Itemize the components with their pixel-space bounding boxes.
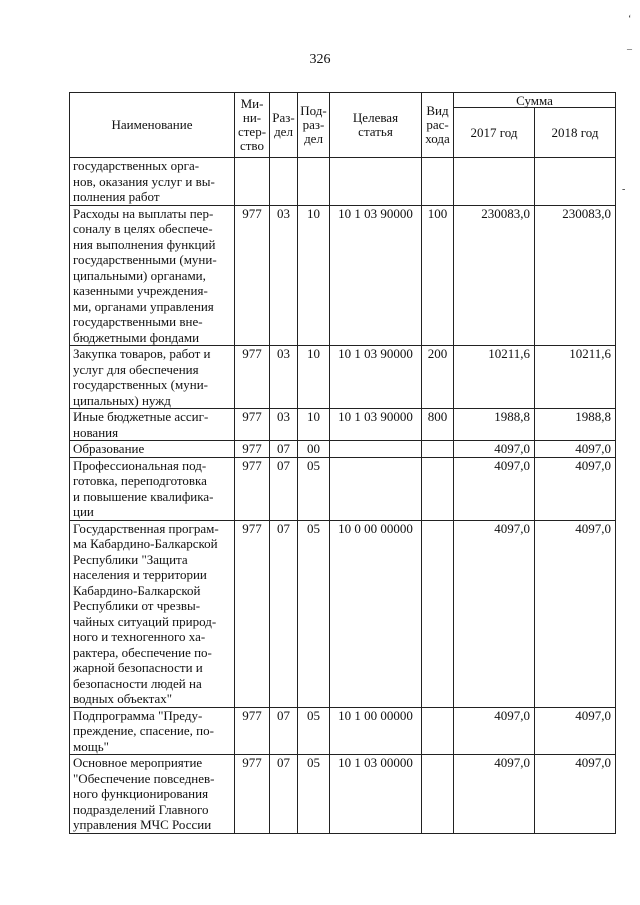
scan-mark: – bbox=[627, 44, 632, 55]
cell-target: 10 0 00 00000 bbox=[330, 520, 422, 707]
cell-ministry: 977 bbox=[235, 707, 270, 755]
table-row bbox=[70, 158, 616, 206]
cell-name: Профессиональная под- готовка, переподготовка и повышение квалифика- ции bbox=[70, 457, 235, 520]
cell-subsection: 10 bbox=[298, 409, 330, 441]
header-row bbox=[70, 93, 616, 108]
cell-expense-type: 200 bbox=[422, 346, 454, 409]
header-section: Раз- дел bbox=[270, 93, 298, 158]
cell-section: 03 bbox=[270, 205, 298, 346]
table-row bbox=[70, 707, 616, 755]
cell-sum-2018 bbox=[535, 158, 616, 206]
cell-sum-2017: 4097,0 bbox=[454, 457, 535, 520]
cell-section bbox=[270, 158, 298, 206]
cell-expense-type bbox=[422, 441, 454, 458]
cell-ministry: 977 bbox=[235, 205, 270, 346]
table-row bbox=[70, 409, 616, 441]
cell-sum-2017: 4097,0 bbox=[454, 755, 535, 834]
header-name: Наименование bbox=[70, 93, 235, 158]
cell-subsection: 00 bbox=[298, 441, 330, 458]
cell-sum-2017: 4097,0 bbox=[454, 707, 535, 755]
cell-subsection: 10 bbox=[298, 205, 330, 346]
cell-sum-2018: 4097,0 bbox=[535, 441, 616, 458]
cell-expense-type: 800 bbox=[422, 409, 454, 441]
cell-name: Расходы на выплаты пер- соналу в целях обеспече- ния выполнения функций государственными (муни- ципальными) органами, казенными учреждения- ми, органами управления государственными вне- бюджетными фондами bbox=[70, 205, 235, 346]
cell-sum-2017: 1988,8 bbox=[454, 409, 535, 441]
cell-target: 10 1 03 90000 bbox=[330, 409, 422, 441]
cell-section: 07 bbox=[270, 457, 298, 520]
cell-sum-2018: 4097,0 bbox=[535, 707, 616, 755]
cell-sum-2018: 4097,0 bbox=[535, 457, 616, 520]
table-row bbox=[70, 205, 616, 346]
budget-table bbox=[69, 92, 616, 834]
cell-name: Образование bbox=[70, 441, 235, 458]
cell-name: Основное мероприятие "Обеспечение повседнев- ного функционирования подразделений Главного управления МЧС России bbox=[70, 755, 235, 834]
header-target: Целевая статья bbox=[330, 93, 422, 158]
cell-name: Закупка товаров, работ и услуг для обеспечения государственных (муни- ципальных) нужд bbox=[70, 346, 235, 409]
cell-target: 10 1 00 00000 bbox=[330, 707, 422, 755]
cell-target bbox=[330, 441, 422, 458]
cell-expense-type bbox=[422, 158, 454, 206]
header-ministry: Ми- ни- стер- ство bbox=[235, 93, 270, 158]
cell-target: 10 1 03 00000 bbox=[330, 755, 422, 834]
cell-sum-2017: 4097,0 bbox=[454, 520, 535, 707]
cell-subsection: 05 bbox=[298, 707, 330, 755]
cell-sum-2018: 10211,6 bbox=[535, 346, 616, 409]
cell-target: 10 1 03 90000 bbox=[330, 205, 422, 346]
cell-sum-2017: 4097,0 bbox=[454, 441, 535, 458]
cell-subsection: 05 bbox=[298, 755, 330, 834]
cell-expense-type bbox=[422, 457, 454, 520]
table-row bbox=[70, 457, 616, 520]
table-row bbox=[70, 755, 616, 834]
cell-subsection bbox=[298, 158, 330, 206]
cell-target bbox=[330, 457, 422, 520]
cell-subsection: 05 bbox=[298, 520, 330, 707]
cell-section: 07 bbox=[270, 441, 298, 458]
cell-ministry: 977 bbox=[235, 457, 270, 520]
cell-name: государственных орга- нов, оказания услуг и вы- полнения работ bbox=[70, 158, 235, 206]
cell-section: 07 bbox=[270, 707, 298, 755]
cell-sum-2018: 4097,0 bbox=[535, 755, 616, 834]
cell-section: 07 bbox=[270, 520, 298, 707]
cell-ministry: 977 bbox=[235, 755, 270, 834]
cell-sum-2018: 4097,0 bbox=[535, 520, 616, 707]
header-sum: Сумма bbox=[454, 93, 616, 108]
cell-ministry: 977 bbox=[235, 520, 270, 707]
header-year-2017: 2017 год bbox=[454, 108, 535, 158]
cell-expense-type: 100 bbox=[422, 205, 454, 346]
cell-ministry: 977 bbox=[235, 346, 270, 409]
table-row bbox=[70, 441, 616, 458]
cell-sum-2017 bbox=[454, 158, 535, 206]
cell-expense-type bbox=[422, 520, 454, 707]
page-number: 326 bbox=[309, 52, 331, 67]
header-year-2018: 2018 год bbox=[535, 108, 616, 158]
table-row bbox=[70, 520, 616, 707]
cell-name: Иные бюджетные ассиг- нования bbox=[70, 409, 235, 441]
cell-sum-2017: 230083,0 bbox=[454, 205, 535, 346]
cell-expense-type bbox=[422, 755, 454, 834]
cell-section: 03 bbox=[270, 409, 298, 441]
cell-name: Подпрограмма "Преду- преждение, спасение, по- мощь" bbox=[70, 707, 235, 755]
scan-mark: ‘ bbox=[628, 14, 632, 25]
cell-name: Государственная програм- ма Кабардино-Балкарской Республики "Защита населения и территории Кабардино-Балкарской Республики от чрезвы- чайных ситуаций природ- ного и техногенного ха- рактера, обеспечение по- жарной безопасности и безопасности людей на водных объектах" bbox=[70, 520, 235, 707]
cell-sum-2018: 1988,8 bbox=[535, 409, 616, 441]
scan-mark: ‑ bbox=[622, 184, 626, 195]
cell-section: 07 bbox=[270, 755, 298, 834]
cell-target bbox=[330, 158, 422, 206]
cell-ministry: 977 bbox=[235, 409, 270, 441]
cell-expense-type bbox=[422, 707, 454, 755]
header-subsection: Под- раз- дел bbox=[298, 93, 330, 158]
cell-subsection: 10 bbox=[298, 346, 330, 409]
cell-ministry: 977 bbox=[235, 441, 270, 458]
header-expense-type: Вид рас- хода bbox=[422, 93, 454, 158]
cell-sum-2017: 10211,6 bbox=[454, 346, 535, 409]
cell-sum-2018: 230083,0 bbox=[535, 205, 616, 346]
table-row bbox=[70, 346, 616, 409]
cell-section: 03 bbox=[270, 346, 298, 409]
cell-target: 10 1 03 90000 bbox=[330, 346, 422, 409]
cell-subsection: 05 bbox=[298, 457, 330, 520]
cell-ministry bbox=[235, 158, 270, 206]
